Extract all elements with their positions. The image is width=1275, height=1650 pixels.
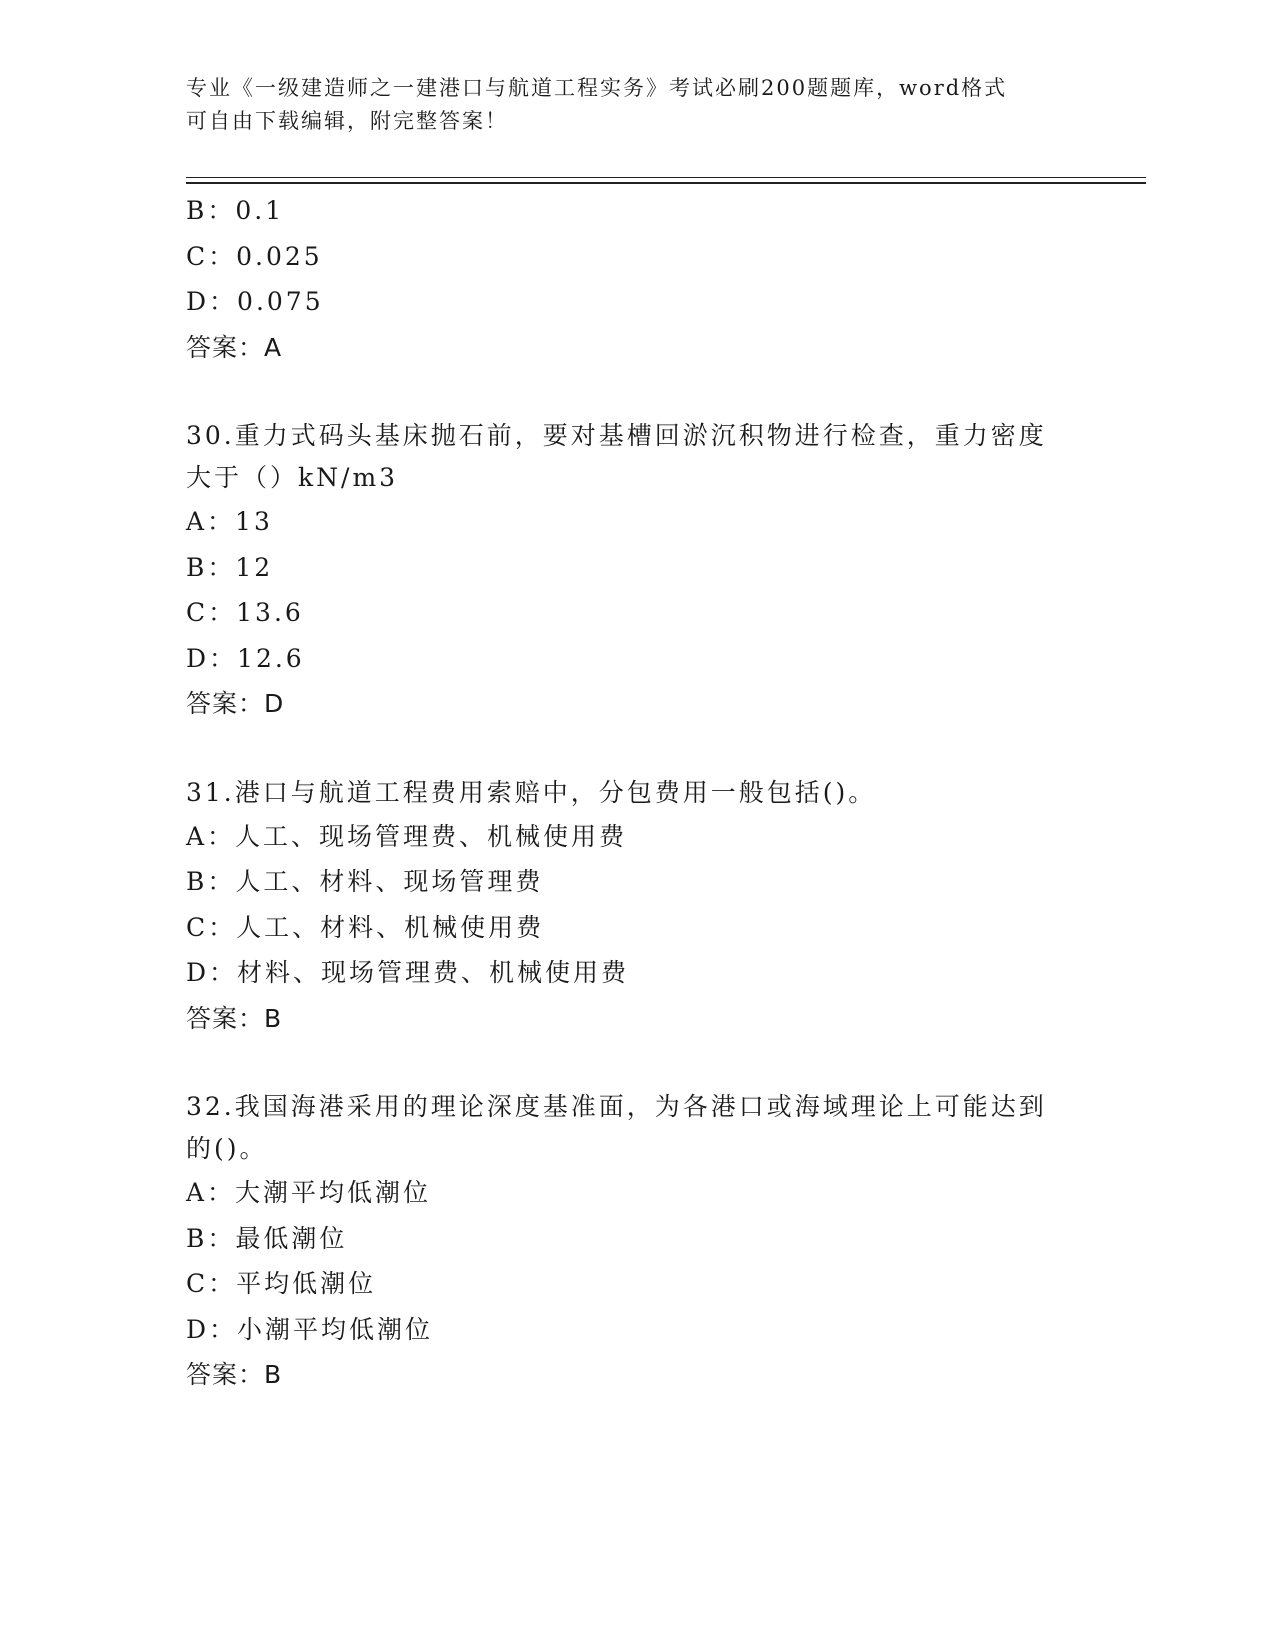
- option-c: C：13.6: [186, 598, 304, 627]
- option-d: D：小潮平均低潮位: [186, 1314, 434, 1344]
- question-stem-line: 大于（）kN/m3: [186, 463, 399, 492]
- option-a: A：13: [186, 507, 273, 536]
- question-stem-line: 31.港口与航道工程费用索赔中，分包费用一般包括()。: [186, 777, 877, 807]
- header-title-line-2: 可自由下载编辑，附完整答案！: [186, 109, 508, 133]
- answer-line: 答案：A: [186, 332, 283, 362]
- option-c: C：0.025: [186, 241, 323, 271]
- option-c: C：平均低潮位: [186, 1269, 377, 1298]
- answer-line: 答案：D: [186, 689, 285, 718]
- question-30: [186, 415, 1086, 727]
- question-32: [186, 1086, 1086, 1398]
- option-b: B：0.1: [186, 196, 285, 225]
- header-divider-thick: [186, 182, 1146, 184]
- option-d: D：0.075: [186, 287, 324, 316]
- option-b: B：人工、材料、现场管理费: [186, 867, 544, 896]
- option-d: D：12.6: [186, 643, 305, 673]
- question-stem-line: 32.我国海港采用的理论深度基准面，为各港口或海域理论上可能达到: [186, 1092, 1047, 1121]
- spacer: [186, 1041, 1086, 1086]
- option-c: C：人工、材料、机械使用费: [186, 912, 545, 942]
- answer-line: 答案：B: [186, 1003, 283, 1033]
- question-stem-line: 的()。: [186, 1134, 268, 1163]
- spacer: [186, 727, 1086, 772]
- previous-question-tail: [186, 188, 1086, 370]
- option-a: A：大潮平均低潮位: [186, 1178, 432, 1207]
- header-divider-thin: [186, 177, 1146, 178]
- document-header: [186, 72, 1066, 138]
- option-a: A：人工、现场管理费、机械使用费: [186, 821, 628, 851]
- option-b: B：最低潮位: [186, 1223, 348, 1253]
- spacer: [186, 370, 1086, 415]
- question-stem-line: 30.重力式码头基床抛石前，要对基槽回淤沉积物进行检查，重力密度: [186, 421, 1047, 450]
- question-content: [186, 188, 1086, 1398]
- question-31: [186, 772, 1086, 1042]
- option-d: D：材料、现场管理费、机械使用费: [186, 958, 630, 987]
- header-title-line-1: 专业《一级建造师之一建港口与航道工程实务》考试必刷200题题库，word格式: [186, 76, 1008, 100]
- option-b: B：12: [186, 552, 274, 582]
- answer-line: 答案：B: [186, 1360, 283, 1389]
